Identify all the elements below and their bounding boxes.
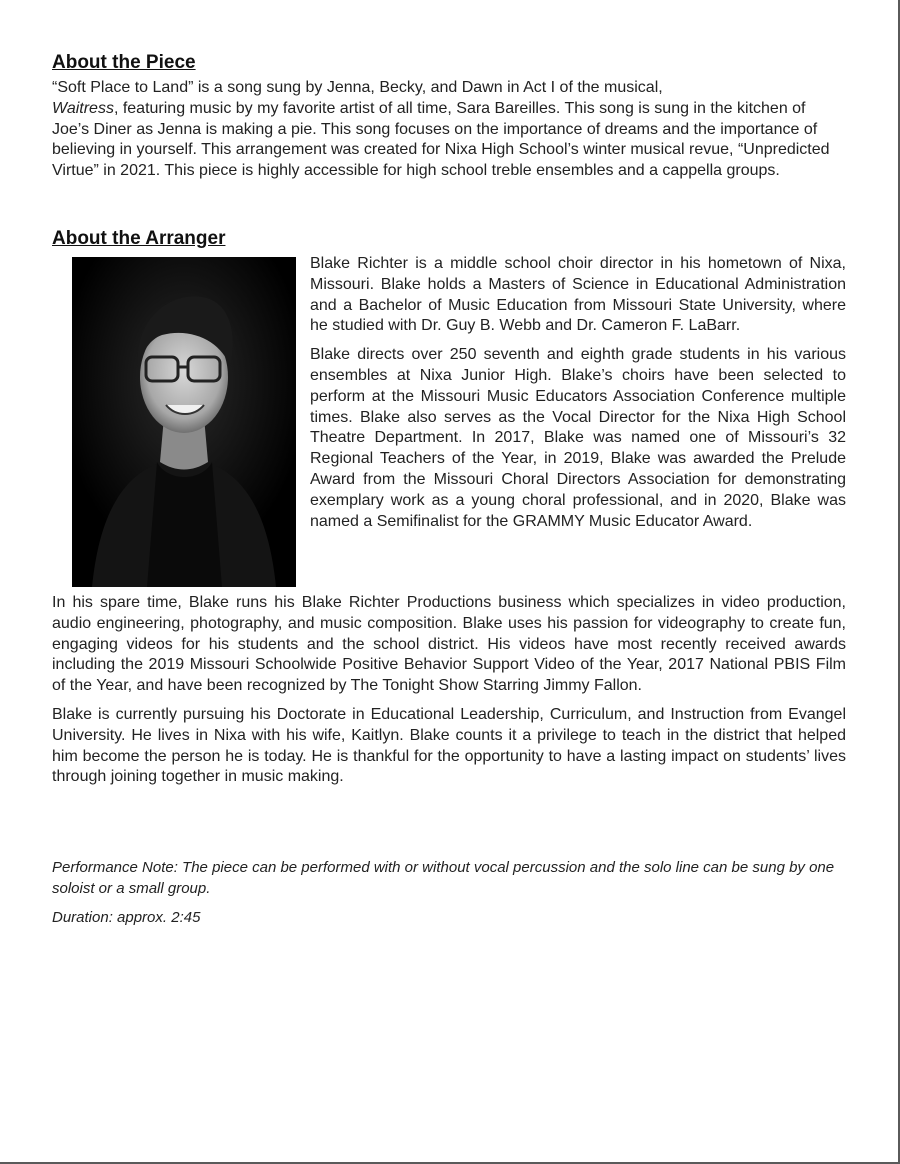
performance-note: Performance Note: The piece can be performed with or without vocal percussion and the solo line can be sung by one soloist or a small group. <box>52 859 835 897</box>
arranger-bio-column <box>310 254 846 540</box>
duration-note: Duration: approx. 2:45 <box>52 908 201 926</box>
about-piece-intro: “Soft Place to Land” is a song sung by Jenna, Becky, and Dawn in Act I of the musical, <box>52 79 663 96</box>
arranger-bio-paragraph-3: In his spare time, Blake runs his Blake Richter Productions business which specializes in video production, audio engineering, photography, and music composition. Blake uses his passion for videography to create fun, engaging videos for his students and the school district. His videos have most recently received awards including the 2019 Missouri Schoolwide Positive Behavior Support Video of the Year, 2017 National PBIS Film of the Year, and have been recognized by The Tonight Show Starring Jimmy Fallon. <box>52 593 846 695</box>
arranger-bio-paragraph-4: Blake is currently pursuing his Doctorate in Educational Leadership, Curriculum, and Instruction from Evangel University. He lives in Nixa with his wife, Kaitlyn. Blake counts it a privilege to teach in the district that helped him become the person he is today. He is thankful for the opportunity to have a lasting impact on students’ lives through joining together in music making. <box>52 705 846 786</box>
portrait-image <box>72 257 296 587</box>
about-piece-heading: About the Piece <box>52 52 196 73</box>
show-title: Waitress <box>52 99 114 117</box>
arranger-row <box>52 254 846 593</box>
about-piece-paragraph <box>52 78 846 182</box>
arranger-bio-paragraph-2: Blake directs over 250 seventh and eighth grade students in his various ensembles at Nixa Junior High. Blake’s choirs have been selected to perform at the Missouri Music Educators Association Conference multiple times. Blake also serves as the Vocal Director for the Nixa High School Theatre Department. In 2017, Blake was named one of Missouri’s 32 Regional Teachers of the Year, in 2019, Blake was awarded the Prelude Award from the Missouri Choral Directors Association for demonstrating exemplary work as a young choral professional, and in 2020, Blake was named a Semifinalist for the GRAMMY Music Educator Award. <box>310 346 846 530</box>
about-arranger-heading: About the Arranger <box>52 227 226 249</box>
about-piece-rest: , featuring music by my favorite artist of all time, Sara Bareilles. This song is sung in the kitchen of Joe’s Diner as Jenna is making a pie. This song focuses on the importance of dreams and the importance of believing in yourself. This arrangement was created for Nixa High School’s winter musical revue, “Unpredicted Virtue” in 2021. This piece is highly accessible for high school treble ensembles and a cappella groups. <box>52 99 830 180</box>
arranger-photo <box>72 257 296 587</box>
document-body <box>52 52 846 937</box>
arranger-bio-paragraph-1: Blake Richter is a middle school choir director in his hometown of Nixa, Missouri. Blake holds a Masters of Science in Educational Administration and a Bachelor of Music Education from Missouri State University, where he studied with Dr. Guy B. Webb and Dr. Cameron F. LaBarr. <box>310 254 846 335</box>
